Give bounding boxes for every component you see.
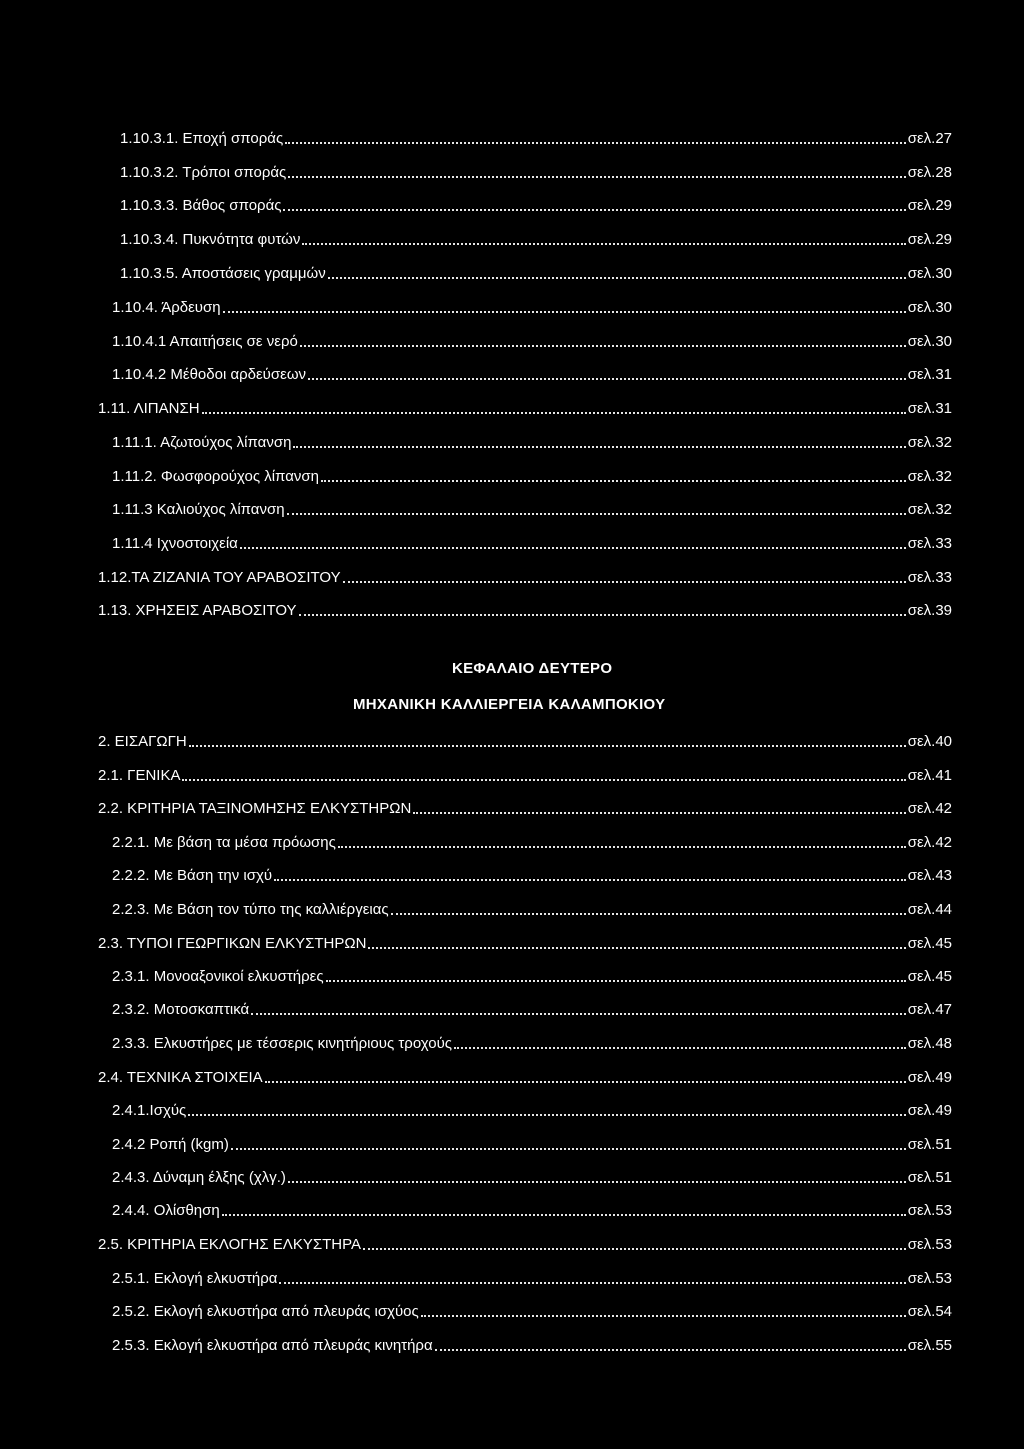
dot-leader <box>240 547 906 549</box>
toc-entry-title: 2.3.3. Ελκυστήρες με τέσσερις κινητήριους τροχούς <box>112 1035 453 1052</box>
toc-entry <box>112 1032 952 1054</box>
dot-leader <box>222 1214 906 1216</box>
toc-entry-page: σελ.45 <box>907 935 952 952</box>
toc-entry-title: 1.11.4 Ιχνοστοιχεία <box>112 535 238 552</box>
toc-entry-title: 2.1. ΓΕΝΙΚΑ <box>98 767 181 784</box>
toc-entry-title: 2.3.2. Μοτοσκαπτικά <box>112 1001 250 1018</box>
toc-entry <box>112 431 952 453</box>
toc-entry-page: σελ.53 <box>907 1270 952 1287</box>
dot-leader <box>308 378 906 380</box>
toc-entry-title: 1.10.3.2. Τρόποι σποράς <box>120 164 287 181</box>
toc-entry-title: 2.5. ΚΡΙΤΗΡΙΑ ΕΚΛΟΓΗΣ ΕΛΚΥΣΤΗΡΑ <box>98 1236 361 1253</box>
toc-entry-page: σελ.43 <box>907 867 952 884</box>
dot-leader <box>421 1315 906 1317</box>
toc-entry-title: 2.4.1.Ισχύς <box>112 1102 187 1119</box>
toc-entry <box>112 465 952 487</box>
toc-entry-title: 1.12.ΤΑ ΖΙΖΑΝΙΑ ΤΟΥ ΑΡΑΒΟΣΙΤΟΥ <box>98 569 341 586</box>
toc-entry <box>120 228 952 250</box>
dot-leader <box>413 812 905 814</box>
toc-entry-page: σελ.31 <box>907 400 952 417</box>
dot-leader <box>302 243 905 245</box>
toc-entry-page: σελ.29 <box>907 231 952 248</box>
toc-entry-page: σελ.33 <box>907 569 952 586</box>
toc-entry <box>112 532 952 554</box>
toc-entry-page: σελ.42 <box>907 800 952 817</box>
toc-entry-page: σελ.29 <box>907 197 952 214</box>
dot-leader <box>326 980 906 982</box>
toc-entry-title: 2.2.1. Με βάση τα μέσα πρόωσης <box>112 834 336 851</box>
toc-entry <box>98 932 952 954</box>
dot-leader <box>283 209 905 211</box>
toc-entry-page: σελ.51 <box>907 1169 952 1186</box>
toc-entry-page: σελ.42 <box>907 834 952 851</box>
toc-entry-title: 2.4.4. Ολίσθηση <box>112 1202 220 1219</box>
toc-entry-title: 2.3. ΤΥΠΟΙ ΓΕΩΡΓΙΚΩΝ ΕΛΚΥΣΤΗΡΩΝ <box>98 935 367 952</box>
dot-leader <box>223 311 906 313</box>
toc-entry-page: σελ.41 <box>907 767 952 784</box>
toc-entry <box>112 831 952 853</box>
chapter-subtitle: ΜΗΧΑΝΙΚΗ ΚΑΛΛΙΕΡΓΕΙΑ ΚΑΛΑΜΠΟΚΙΟΥ <box>353 696 666 713</box>
toc-entry-title: 1.10.4.1 Απαιτήσεις σε νερό <box>112 333 298 350</box>
dot-leader <box>231 1148 906 1150</box>
toc-entry <box>112 1334 952 1356</box>
toc-entry <box>120 161 952 183</box>
toc-entry <box>120 194 952 216</box>
dot-leader <box>363 1248 906 1250</box>
dot-leader <box>288 176 905 178</box>
dot-leader <box>285 142 906 144</box>
toc-entry-title: 2.4. ΤΕΧΝΙΚΑ ΣΤΟΙΧΕΙΑ <box>98 1069 263 1086</box>
toc-entry-page: σελ.49 <box>907 1102 952 1119</box>
toc-entry <box>112 998 952 1020</box>
toc-entry-page: σελ.47 <box>907 1001 952 1018</box>
toc-entry <box>112 864 952 886</box>
dot-leader <box>300 345 906 347</box>
dot-leader <box>338 846 906 848</box>
toc-entry-page: σελ.40 <box>907 733 952 750</box>
toc-entry-title: 1.10.4.2 Μέθοδοι αρδεύσεων <box>112 366 307 383</box>
toc-entry-page: σελ.44 <box>907 901 952 918</box>
toc-entry-title: 1.10.3.3. Βάθος σποράς <box>120 197 282 214</box>
dot-leader <box>293 446 905 448</box>
toc-entry-page: σελ.27 <box>907 130 952 147</box>
toc-entry-title: 2.2.3. Με Βάση τον τύπο της καλλιέργειας <box>112 901 389 918</box>
toc-entry-page: σελ.30 <box>907 265 952 282</box>
toc-entry-title: 1.11.1. Αζωτούχος λίπανση <box>112 434 292 451</box>
toc-entry-title: 1.13. ΧΡΗΣΕΙΣ ΑΡΑΒΟΣΙΤΟΥ <box>98 602 297 619</box>
toc-entry-page: σελ.32 <box>907 434 952 451</box>
dot-leader <box>189 745 906 747</box>
toc-entry-page: σελ.53 <box>907 1236 952 1253</box>
dot-leader <box>343 581 906 583</box>
dot-leader <box>188 1114 905 1116</box>
toc-entry-page: σελ.30 <box>907 299 952 316</box>
toc-entry <box>98 730 952 752</box>
toc-entry-title: 1.10.4. Άρδευση <box>112 299 221 316</box>
toc-entry-title: 2.4.2 Ροπή (kgm) <box>112 1136 229 1153</box>
toc-entry-page: σελ.55 <box>907 1337 952 1354</box>
toc-entry-page: σελ.32 <box>907 501 952 518</box>
toc-entry <box>112 498 952 520</box>
dot-leader <box>299 614 906 616</box>
dot-leader <box>287 513 906 515</box>
toc-entry <box>112 1166 952 1188</box>
toc-entry-page: σελ.45 <box>907 968 952 985</box>
toc-entry-page: σελ.31 <box>907 366 952 383</box>
toc-entry <box>120 262 952 284</box>
toc-entry <box>112 965 952 987</box>
toc-entry-title: 2. ΕΙΣΑΓΩΓΗ <box>98 733 187 750</box>
toc-entry <box>98 1233 952 1255</box>
toc-entry <box>120 127 952 149</box>
toc-entry <box>112 296 952 318</box>
toc-entry-title: 1.10.3.4. Πυκνότητα φυτών <box>120 231 301 248</box>
toc-entry-page: σελ.32 <box>907 468 952 485</box>
toc-entry-title: 2.2.2. Με Βάση την ισχύ <box>112 867 273 884</box>
toc-entry-page: σελ.48 <box>907 1035 952 1052</box>
toc-entry-page: σελ.39 <box>907 602 952 619</box>
toc-entry <box>98 797 952 819</box>
toc-entry <box>112 1267 952 1289</box>
toc-entry <box>98 397 952 419</box>
toc-entry-title: 2.4.3. Δύναμη έλξης (χλγ.) <box>112 1169 286 1186</box>
toc-entry <box>112 898 952 920</box>
toc-entry-page: σελ.33 <box>907 535 952 552</box>
dot-leader <box>202 412 906 414</box>
dot-leader <box>274 879 906 881</box>
toc-entry-page: σελ.54 <box>907 1303 952 1320</box>
dot-leader <box>454 1047 906 1049</box>
toc-entry-title: 1.10.3.1. Εποχή σποράς <box>120 130 284 147</box>
toc-entry <box>98 599 952 621</box>
dot-leader <box>182 779 905 781</box>
toc-entry-page: σελ.53 <box>907 1202 952 1219</box>
toc-entry <box>98 764 952 786</box>
toc-entry <box>112 1199 952 1221</box>
toc-entry-page: σελ.51 <box>907 1136 952 1153</box>
toc-entry <box>112 1133 952 1155</box>
toc-entry-page: σελ.49 <box>907 1069 952 1086</box>
dot-leader <box>279 1282 905 1284</box>
toc-entry-title: 1.11.3 Καλιούχος λίπανση <box>112 501 285 518</box>
toc-entry-page: σελ.28 <box>907 164 952 181</box>
toc-entry-title: 2.5.1. Εκλογή ελκυστήρα <box>112 1270 278 1287</box>
dot-leader <box>321 480 906 482</box>
toc-entry-page: σελ.30 <box>907 333 952 350</box>
toc-entry <box>98 1066 952 1088</box>
dot-leader <box>435 1349 906 1351</box>
toc-entry <box>112 363 952 385</box>
toc-entry <box>112 1099 952 1121</box>
dot-leader <box>251 1013 905 1015</box>
dot-leader <box>368 947 905 949</box>
dot-leader <box>265 1081 906 1083</box>
dot-leader <box>391 913 906 915</box>
toc-entry <box>112 1300 952 1322</box>
toc-entry-title: 2.3.1. Μονοαξονικοί ελκυστήρες <box>112 968 324 985</box>
dot-leader <box>288 1181 906 1183</box>
toc-entry <box>112 330 952 352</box>
chapter-title: ΚΕΦΑΛΑΙΟ ΔΕΥΤΕΡΟ <box>452 660 613 677</box>
toc-entry-title: 1.11.2. Φωσφορούχος λίπανση <box>112 468 319 485</box>
dot-leader <box>328 277 906 279</box>
toc-entry-title: 2.5.2. Εκλογή ελκυστήρα από πλευράς ισχύος <box>112 1303 419 1320</box>
toc-entry-title: 1.10.3.5. Αποστάσεις γραμμών <box>120 265 326 282</box>
toc-entry <box>98 566 952 588</box>
toc-entry-title: 1.11. ΛΙΠΑΝΣΗ <box>98 400 200 417</box>
toc-entry-title: 2.5.3. Εκλογή ελκυστήρα από πλευράς κινητήρα <box>112 1337 433 1354</box>
toc-entry-title: 2.2. ΚΡΙΤΗΡΙΑ ΤΑΞΙΝΟΜΗΣΗΣ ΕΛΚΥΣΤΗΡΩΝ <box>98 800 412 817</box>
